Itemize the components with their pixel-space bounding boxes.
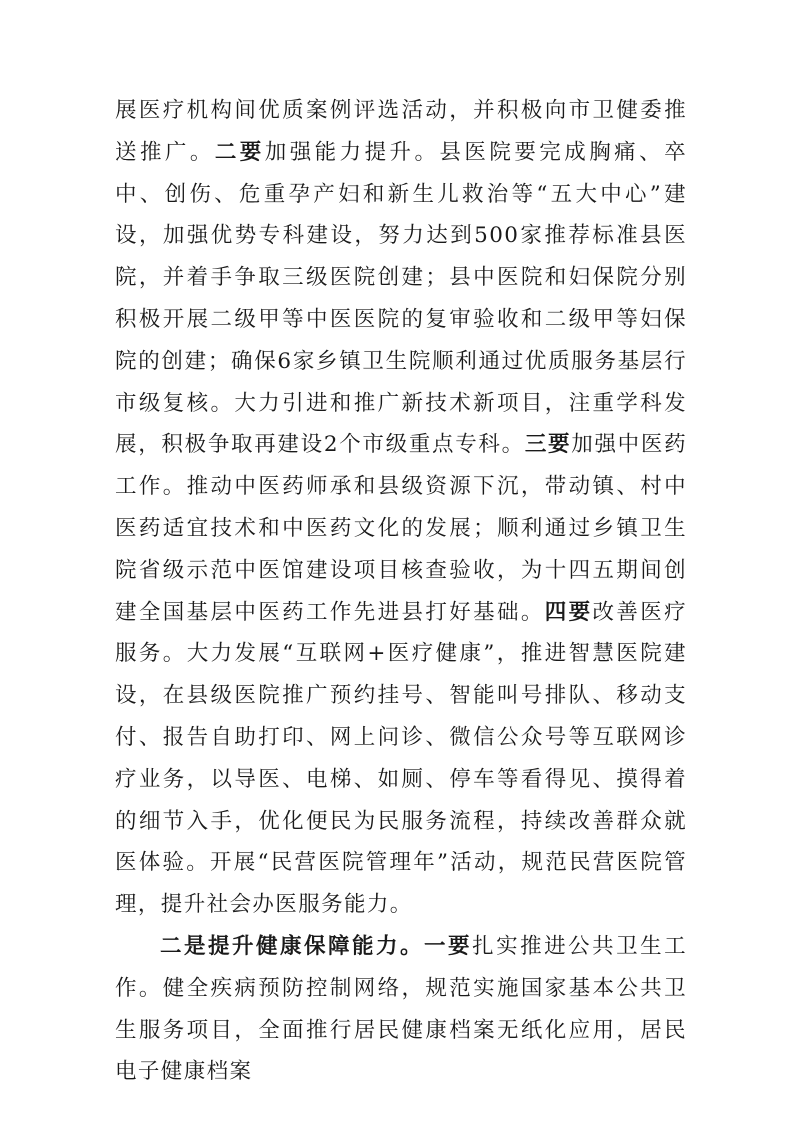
bold-marker-third: 三要 [524, 432, 572, 458]
bold-marker-first: 一要 [424, 933, 473, 959]
document-page [115, 90, 687, 1093]
section-heading: 二是提升健康保障能力。 [160, 933, 425, 959]
bold-marker-second: 二要 [214, 139, 265, 165]
text-segment: 扎实推进公共卫生工作。健全疾病预防控制网络，规范实施国家基本公共卫生服务项目，全面推行居民健康档案无纸化应用，居民电子健康档案 [115, 933, 687, 1085]
bold-marker-fourth: 四要 [544, 599, 593, 625]
text-segment: 展医疗机构间优质案例评选活动，并积极向市卫健委推送推广。 [115, 98, 687, 165]
text-segment: 改善医疗服务。大力发展“互联网+医疗健康”，推进智慧医院建设，在县级医院推广预约挂号、智能叫号排队、移动支付、报告自助打印、网上问诊、微信公众号等互联网诊疗业务，以导医、电梯、如厕、停车等看得见、摸得着的细节入手，优化便民为民服务流程，持续改善群众就医体验。开展“民营医院管理年”活动，规范民营医院管理，提升社会办医服务能力。 [115, 599, 687, 918]
paragraph-medical-services [115, 90, 687, 926]
text-segment: 加强中医药工作。推动中医药师承和县级资源下沉，带动镇、村中医药适宜技术和中医药文化的发展；顺利通过乡镇卫生院省级示范中医馆建设项目核查验收，为十四五期间创建全国基层中医药工作先进县打好基础。 [115, 432, 687, 625]
text-segment: 加强能力提升。县医院要完成胸痛、卒中、创伤、危重孕产妇和新生儿救治等“五大中心”建设，加强优势专科建设，努力达到500家推荐标准县医院，并着手争取三级医院创建；县中医院和妇保院分别积极开展二级甲等中医医院的复审验收和二级甲等妇保院的创建；确保6家乡镇卫生院顺利通过优质服务基层行市级复核。大力引进和推广新技术新项目，注重学科发展，积极争取再建设2个市级重点专科。 [115, 139, 687, 458]
paragraph-health-security [115, 926, 687, 1093]
